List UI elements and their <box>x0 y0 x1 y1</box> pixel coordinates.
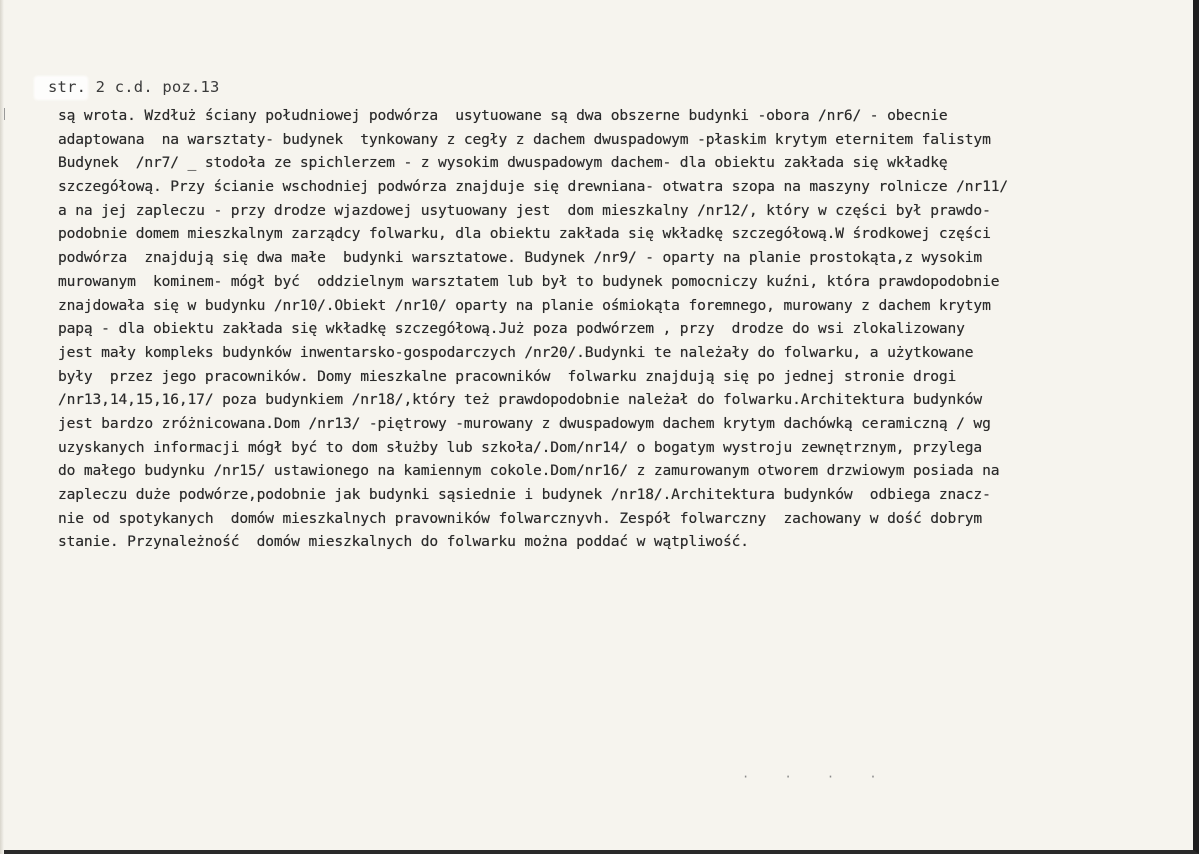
text-line: nie od spotykanych domów mieszkalnych pravowników folwarcznyvh. Zespół folwarczny zachowany w dość dobrym <box>58 509 983 527</box>
page-header: str. 2 c.d. poz.13 <box>48 78 220 96</box>
text-line: były przez jego pracowników. Domy mieszkalne pracowników folwarku znajdują się po jednej stronie drogi <box>58 367 957 385</box>
text-line: Budynek /nr7/ _ stodoła ze spichlerzem - z wysokim dwuspadowym dachem- dla obiektu zakłada się wkładkę <box>58 154 948 172</box>
text-line: zapleczu duże podwórze,podobnie jak budynki sąsiednie i budynek /nr18/.Architektura budynków odbiega znacz- <box>58 486 991 503</box>
text-line: adaptowana na warsztaty- budynek tynkowany z cegły z dachem dwuspadowym -płaskim krytym eternitem falistym <box>58 130 991 148</box>
text-line: a na jej zapleczu - przy drodze wjazdowej usytuowany jest dom mieszkalny /nr12/, który w części był prawdo- <box>58 201 991 219</box>
faint-dots: · · · · <box>742 770 891 784</box>
page-edge-shadow <box>0 0 4 854</box>
text-line: znajdowała się w budynku /nr10/.Obiekt /nr10/ oparty na planie ośmiokąta foremnego, murowany z dachem krytym <box>58 296 991 314</box>
text-line: murowanym kominem- mógł być oddzielnym warsztatem lub był to budynek pomocniczy kuźni, która prawdopodobnie <box>58 272 1000 290</box>
typed-text-body <box>58 104 1188 554</box>
text-line: papą - dla obiektu zakłada się wkładkę szczegółową.Już poza podwórzem , przy drodze do wsi zlokalizowany <box>58 320 965 338</box>
text-line: do małego budynku /nr15/ ustawionego na kamiennym cokole.Dom/nr16/ z zamurowanym otworem drzwiowym posiada na <box>58 462 1000 480</box>
text-line: stanie. Przynależność domów mieszkalnych do folwarku można poddać w wątpliwość. <box>58 533 749 551</box>
text-line: /nr13,14,15,16,17/ poza budynkiem /nr18/,który też prawdopodobnie należał do folwarku.Architektura budynków <box>58 391 983 409</box>
text-line: szczegółową. Przy ścianie wschodniej podwórza znajduje się drewniana- otwatra szopa na maszyny rolnicze /nr11/ <box>58 178 1008 196</box>
text-line: są wrota. Wzdłuż ściany południowej podwórza usytuowane są dwa obszerne budynki -obora /nr6/ - obecnie <box>58 107 948 124</box>
margin-mark <box>4 108 8 120</box>
text-line: podobnie domem mieszkalnym zarządcy folwarku, dla obiektu zakłada się wkładkę szczegółową.W środkowej części <box>58 225 991 243</box>
text-line: jest mały kompleks budynków inwentarsko-gospodarczych /nr20/.Budynki te należały do folwarku, a użytkowane <box>58 343 974 361</box>
text-line: podwórza znajdują się dwa małe budynki warsztatowe. Budynek /nr9/ - oparty na planie prostokąta,z wysokim <box>58 249 983 267</box>
text-line: uzyskanych informacji mógł być to dom służby lub szkoła/.Dom/nr14/ o bogatym wystroju zewnętrznym, przylega <box>58 438 983 456</box>
text-line: jest bardzo zróżnicowana.Dom /nr13/ -piętrowy -murowany z dwuspadowym dachem krytym dachówką ceramiczną / wg <box>58 414 991 432</box>
